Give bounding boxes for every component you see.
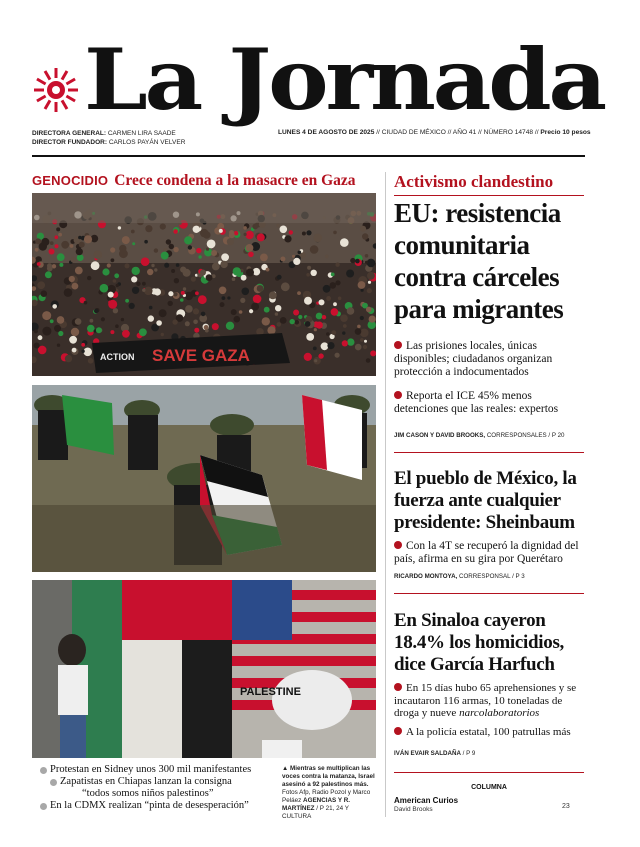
column-divider (385, 172, 386, 817)
lead-title: Crece condena a la masacre en Gaza (114, 172, 356, 189)
newspaper-emblem-icon (32, 66, 80, 114)
newspaper-logo: La Jornada (84, 30, 604, 129)
caption-sections: AGENCIAS Y R. MARTÍNEZ (282, 797, 351, 812)
staff-credits (32, 129, 185, 147)
lead-bullets (38, 764, 273, 812)
bullet-dot-icon (394, 541, 402, 549)
list-item: “todos somos niños palestinos” (82, 788, 214, 799)
edition-price: Precio 10 pesos (540, 129, 591, 136)
masthead (32, 30, 604, 130)
photo-banner-text: SAVE GAZA (152, 346, 250, 365)
story1-kicker: Activismo clandestino (394, 172, 554, 191)
story1-bullet-1: Las prisiones locales, únicas disponibles; ciudadanos organizan protección a indocumentados (394, 340, 553, 378)
story1-bullet-2: Reporta el ICE 45% menos detenciones que las reales: expertos (394, 390, 559, 415)
directora-label: DIRECTORA GENERAL: (32, 130, 107, 137)
photo-sydney-protest[interactable] (32, 193, 376, 376)
column-page: 23 (562, 803, 570, 810)
fundador-name: CARLOS PAYÁN VELVER (108, 139, 186, 146)
story3-credit: IVÁN EVAIR SALDAÑA / P 9 (394, 750, 476, 757)
edition-date: LUNES 4 DE AGOSTO DE 2025 (278, 129, 375, 136)
story2-bullet: Con la 4T se recuperó la dignidad del país, afirma en su gira por Querétaro (394, 540, 579, 565)
caption-credits: Fotos Afp, Radio Pozol y Marco Peláez (282, 789, 371, 804)
list-item: Zapatistas en Chiapas lanzan la consigna (38, 776, 273, 788)
caption-pages: / P 21, 24 Y CULTURA (282, 805, 349, 820)
photo-banner-text-2: ACTION (100, 352, 135, 362)
story3-bullet-1: En 15 días hubo 65 aprehensiones y se incautaron 116 armas, 10 toneladas de droga y nueve narcolaboratorios (394, 682, 577, 719)
directora-name: CARMEN LIRA SAADE (107, 130, 176, 137)
lead-tag: GENOCIDIO (32, 173, 109, 188)
photo-cdmx-mural[interactable] (32, 580, 376, 758)
bullet-dot-icon (394, 341, 402, 349)
list-item: En la CDMX realizan “pinta de desesperación” (38, 800, 273, 812)
list-item: Protestan en Sidney unos 300 mil manifestantes (38, 764, 273, 776)
photo-zapatistas[interactable] (32, 385, 376, 572)
story-divider (394, 772, 584, 773)
mural-text: PALESTINE (240, 686, 301, 698)
bullet-dot-icon (394, 391, 402, 399)
photo-caption: ▲ Mientras se multiplican las voces contra la matanza, Israel asesinó a 92 palestinos más. Fotos Afp, Radio Pozol y Marco Peláez AGENCIAS Y R. MARTÍNEZ / P 21, 24 Y CULTURA (282, 765, 375, 820)
story1-credit: JIM CASON Y DAVID BROOKS, CORRESPONSALES / P 20 (394, 432, 565, 439)
masthead-rule (32, 155, 585, 157)
edition-info: // CIUDAD DE MÉXICO // AÑO 41 // NÚMERO 14748 // (376, 129, 539, 136)
bullet-dot-icon (394, 683, 402, 691)
story-divider (394, 593, 584, 594)
column-label: COLUMNA (471, 784, 507, 791)
story3-bullet-2: A la policía estatal, 100 patrullas más (394, 726, 588, 739)
bullet-dot-icon (394, 727, 402, 735)
lead-headline[interactable] (32, 172, 356, 190)
column-title[interactable]: American Curios (394, 796, 459, 805)
story2-headline[interactable]: El pueblo de México, la fuerza ante cualquier presidente: Sheinbaum (394, 468, 577, 533)
story1-headline[interactable]: EU: resistencia comunitaria contra cárceles para migrantes (394, 198, 564, 324)
fundador-label: DIRECTOR FUNDADOR: (32, 139, 107, 146)
story2-credit: RICARDO MONTOYA, CORRESPONSAL / P 3 (394, 573, 525, 580)
column-author: David Brooks (394, 806, 433, 813)
edition-line (278, 129, 591, 136)
kicker-rule (394, 195, 584, 196)
story-divider (394, 452, 584, 453)
story3-headline[interactable]: En Sinaloa cayeron 18.4% los homicidios, dice García Harfuch (394, 610, 564, 675)
caption-lead: Mientras se multiplican las voces contra la matanza, Israel asesinó a 92 palestinos más. (282, 765, 375, 788)
